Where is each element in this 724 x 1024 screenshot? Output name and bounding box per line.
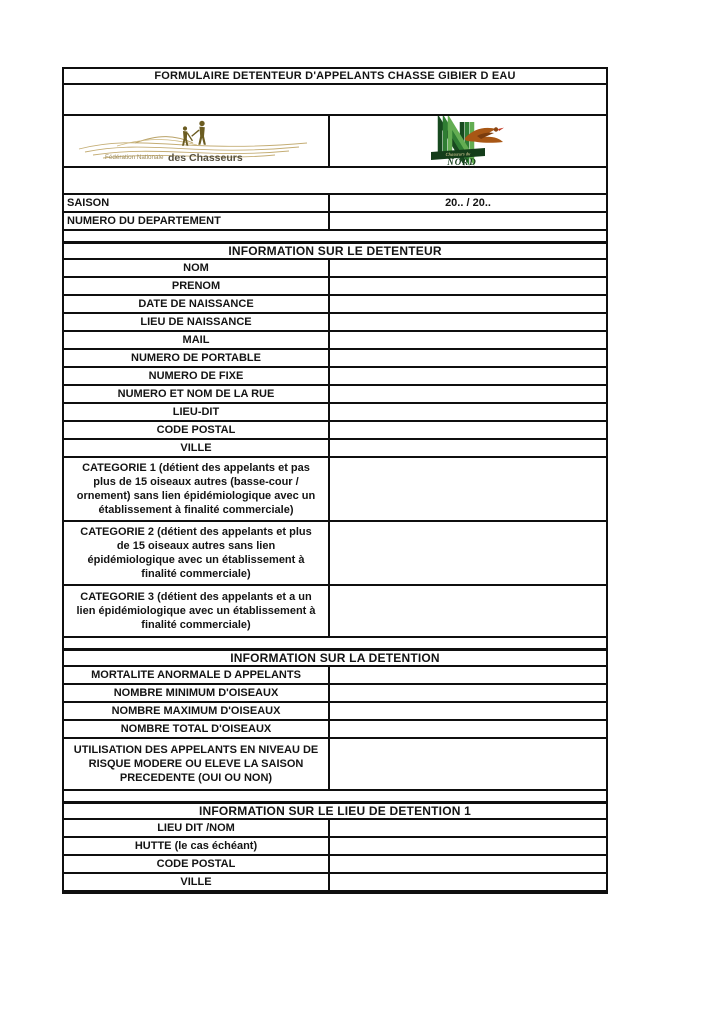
field-value-cell bbox=[330, 667, 606, 683]
field-row bbox=[64, 838, 606, 856]
field-row bbox=[64, 440, 606, 458]
field-value-cell bbox=[330, 856, 606, 872]
field-value-cell bbox=[330, 368, 606, 384]
fnc-logo-text-small: Fédération Nationale bbox=[105, 154, 164, 161]
field-row bbox=[64, 458, 606, 522]
field-value-cell bbox=[330, 458, 606, 520]
field-label: LIEU-DIT bbox=[64, 404, 330, 420]
fnc-logo-text-large: des Chasseurs bbox=[168, 152, 243, 164]
field-label: CATEGORIE 1 (détient des appelants et pas plus de 15 oiseaux autres (basse-cour / ornement) sans lien épidémiologique avec un établissement à finalité commerciale) bbox=[64, 458, 330, 520]
field-label: MAIL bbox=[64, 332, 330, 348]
field-label: NUMERO DU DEPARTEMENT bbox=[64, 213, 330, 229]
empty-row-under-title bbox=[64, 85, 606, 116]
field-row bbox=[64, 404, 606, 422]
field-row bbox=[64, 314, 606, 332]
field-row bbox=[64, 278, 606, 296]
spacer-row bbox=[64, 791, 606, 803]
field-row bbox=[64, 296, 606, 314]
field-value-cell bbox=[330, 332, 606, 348]
field-row bbox=[64, 721, 606, 739]
form-table bbox=[62, 67, 608, 894]
field-value-cell bbox=[330, 739, 606, 789]
field-label: CODE POSTAL bbox=[64, 856, 330, 872]
field-value-cell: 20.. / 20.. bbox=[445, 197, 491, 209]
field-label: NUMERO ET NOM DE LA RUE bbox=[64, 386, 330, 402]
field-row bbox=[64, 739, 606, 791]
logo-row bbox=[64, 116, 606, 168]
field-value-cell bbox=[330, 703, 606, 719]
field-label: UTILISATION DES APPELANTS EN NIVEAU DE RISQUE MODERE OU ELEVE LA SAISON PRECEDENTE (OUI OU NON) bbox=[64, 739, 330, 789]
field-row bbox=[64, 386, 606, 404]
field-label: NUMERO DE PORTABLE bbox=[64, 350, 330, 366]
field-label: MORTALITE ANORMALE D APPELANTS bbox=[64, 667, 330, 683]
field-label: VILLE bbox=[64, 440, 330, 456]
field-row bbox=[64, 874, 606, 892]
field-value-cell bbox=[330, 296, 606, 312]
field-value-cell bbox=[330, 522, 606, 584]
field-value-cell bbox=[330, 213, 606, 229]
nord-logo-cell bbox=[330, 116, 606, 166]
section-header-lieu-detention-1 bbox=[64, 803, 606, 820]
field-label: NOMBRE MAXIMUM D'OISEAUX bbox=[64, 703, 330, 719]
fnc-logo-cell bbox=[64, 116, 330, 166]
field-value-cell bbox=[330, 586, 606, 636]
field-label: CODE POSTAL bbox=[64, 422, 330, 438]
field-value-cell bbox=[330, 874, 606, 890]
field-row bbox=[64, 260, 606, 278]
field-label: CATEGORIE 3 (détient des appelants et a un lien épidémiologique avec un établissement à finalité commerciale) bbox=[64, 586, 330, 636]
field-value-cell bbox=[330, 404, 606, 420]
field-value-cell bbox=[330, 422, 606, 438]
field-label: SAISON bbox=[64, 195, 330, 211]
page-title: FORMULAIRE DETENTEUR D'APPELANTS CHASSE GIBIER D EAU bbox=[154, 70, 516, 82]
field-label: NUMERO DE FIXE bbox=[64, 368, 330, 384]
field-value-cell bbox=[330, 440, 606, 456]
field-row bbox=[64, 856, 606, 874]
field-row bbox=[64, 685, 606, 703]
chasseurs-du-nord-logo bbox=[343, 116, 593, 166]
field-label: LIEU DIT /NOM bbox=[64, 820, 330, 836]
field-value-cell bbox=[330, 350, 606, 366]
field-value-cell bbox=[330, 685, 606, 701]
field-row bbox=[64, 820, 606, 838]
field-label: DATE DE NAISSANCE bbox=[64, 296, 330, 312]
field-value-cell bbox=[330, 278, 606, 294]
field-label: VILLE bbox=[64, 874, 330, 890]
nord-logo-text-small: Chasseurs du bbox=[445, 151, 471, 158]
field-row bbox=[64, 522, 606, 586]
field-row bbox=[64, 332, 606, 350]
field-label: NOMBRE MINIMUM D'OISEAUX bbox=[64, 685, 330, 701]
section-header-detention bbox=[64, 650, 606, 667]
field-row bbox=[64, 350, 606, 368]
field-value-cell bbox=[330, 386, 606, 402]
field-value-cell bbox=[330, 314, 606, 330]
field-row bbox=[64, 586, 606, 638]
form-title-row bbox=[64, 69, 606, 85]
field-value-cell bbox=[330, 721, 606, 737]
section-header-label: INFORMATION SUR LE DETENTEUR bbox=[228, 244, 442, 258]
field-row bbox=[64, 368, 606, 386]
field-row bbox=[64, 667, 606, 685]
field-label: HUTTE (le cas échéant) bbox=[64, 838, 330, 854]
empty-row-above-season bbox=[64, 168, 606, 195]
field-row bbox=[64, 195, 606, 213]
nord-logo-text-large: NORD bbox=[447, 157, 477, 166]
field-row bbox=[64, 703, 606, 721]
spacer-row bbox=[64, 231, 606, 243]
spacer-row bbox=[64, 638, 606, 650]
section-header-label: INFORMATION SUR LA DETENTION bbox=[230, 651, 440, 665]
field-label: LIEU DE NAISSANCE bbox=[64, 314, 330, 330]
field-row bbox=[64, 422, 606, 440]
field-label: CATEGORIE 2 (détient des appelants et plus de 15 oiseaux autres sans lien épidémiologique avec un établissement à finalité commerciale) bbox=[64, 522, 330, 584]
fnc-logo bbox=[71, 116, 321, 166]
field-label: NOM bbox=[64, 260, 330, 276]
field-label: NOMBRE TOTAL D'OISEAUX bbox=[64, 721, 330, 737]
field-value-cell bbox=[330, 820, 606, 836]
section-header-detenteur bbox=[64, 243, 606, 260]
field-value-cell bbox=[330, 838, 606, 854]
form-sheet bbox=[62, 67, 608, 894]
field-row bbox=[64, 213, 606, 231]
section-header-label: INFORMATION SUR LE LIEU DE DETENTION 1 bbox=[198, 804, 472, 818]
field-value-cell bbox=[330, 260, 606, 276]
field-label: PRENOM bbox=[64, 278, 330, 294]
